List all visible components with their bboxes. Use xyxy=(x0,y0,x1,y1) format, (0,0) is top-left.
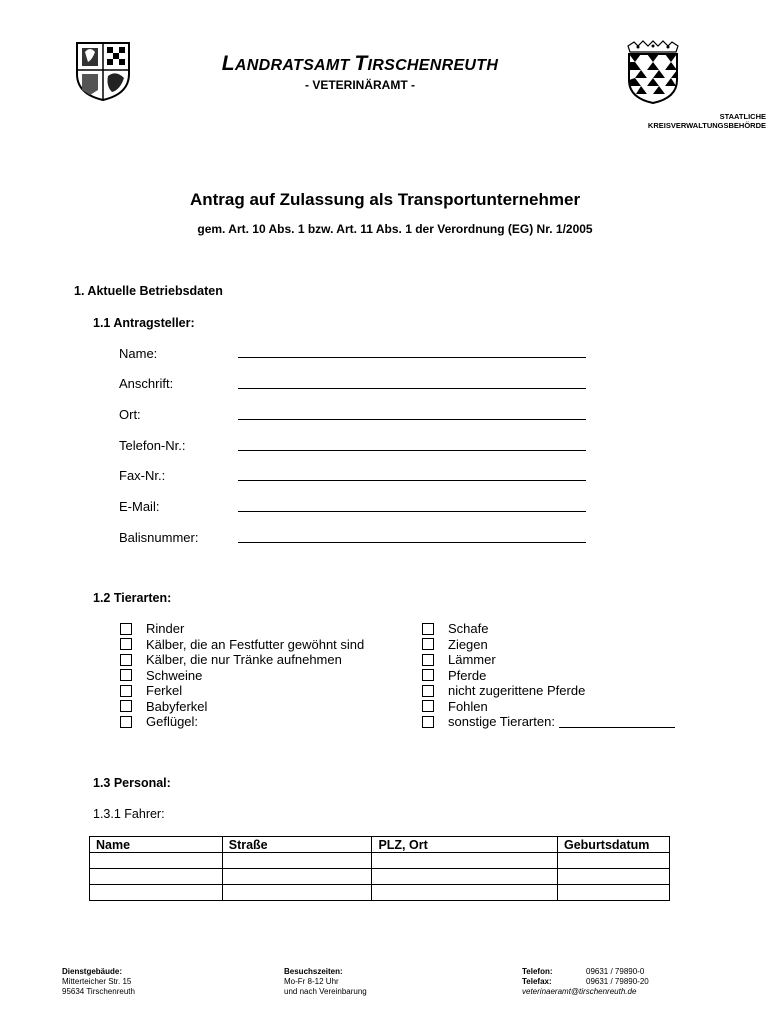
phone-label: Telefon-Nr.: xyxy=(119,438,186,453)
animal-species-heading: 1.2 Tierarten: xyxy=(93,591,172,605)
table-row xyxy=(90,869,670,885)
checkbox[interactable] xyxy=(422,685,434,697)
animal-option[interactable]: Schweine xyxy=(120,668,364,684)
checkbox[interactable] xyxy=(120,654,132,666)
table-row xyxy=(90,853,670,869)
district-coat-of-arms xyxy=(74,40,132,102)
footer-contact: Telefon: 09631 / 79890-0 Telefax: 09631 / 79890-20 veterinaeramt@tirschenreuth.de xyxy=(522,967,649,996)
fax-field[interactable] xyxy=(238,480,586,481)
table-header-row xyxy=(90,837,670,853)
table-cell[interactable] xyxy=(372,853,558,869)
animal-option[interactable]: Geflügel: xyxy=(120,714,364,730)
table-cell[interactable] xyxy=(558,885,670,901)
applicant-heading: 1.1 Antragsteller: xyxy=(93,316,195,330)
table-cell[interactable] xyxy=(372,885,558,901)
checkbox[interactable] xyxy=(422,654,434,666)
name-field[interactable] xyxy=(238,357,586,358)
animal-option[interactable]: Lämmer xyxy=(422,652,675,668)
animal-option[interactable]: nicht zugerittene Pferde xyxy=(422,683,675,699)
checkbox[interactable] xyxy=(120,669,132,681)
table-cell[interactable] xyxy=(90,869,223,885)
authority-label: STAATLICHE KREISVERWALTUNGSBEHÖRDE xyxy=(647,112,766,130)
animal-option[interactable]: Kälber, die nur Tränke aufnehmen xyxy=(120,652,364,668)
phone-field[interactable] xyxy=(238,450,586,451)
balis-number-label: Balisnummer: xyxy=(119,530,199,545)
name-label: Name: xyxy=(119,346,158,361)
column-header-postcode-city: PLZ, Ort xyxy=(372,837,558,853)
footer-hours: Besuchszeiten: Mo-Fr 8-12 Uhr und nach Vereinbarung xyxy=(284,967,367,996)
checkbox[interactable] xyxy=(120,700,132,712)
table-cell[interactable] xyxy=(558,869,670,885)
table-cell[interactable] xyxy=(222,869,372,885)
drivers-heading: 1.3.1 Fahrer: xyxy=(93,807,165,821)
checkbox[interactable] xyxy=(422,638,434,650)
checkbox[interactable] xyxy=(120,638,132,650)
table-cell[interactable] xyxy=(222,885,372,901)
balis-number-field[interactable] xyxy=(238,542,586,543)
section-1-heading: 1. Aktuelle Betriebsdaten xyxy=(74,284,223,298)
drivers-table xyxy=(89,836,670,901)
checkbox[interactable] xyxy=(120,685,132,697)
bavarian-coat-of-arms xyxy=(624,40,682,104)
email-field[interactable] xyxy=(238,511,586,512)
city-field[interactable] xyxy=(238,419,586,420)
address-label: Anschrift: xyxy=(119,376,174,391)
animal-list-left xyxy=(120,621,364,730)
animal-option[interactable]: Schafe xyxy=(422,621,675,637)
table-cell[interactable] xyxy=(90,885,223,901)
checkbox[interactable] xyxy=(422,716,434,728)
checkbox[interactable] xyxy=(120,623,132,635)
animal-option[interactable]: Babyferkel xyxy=(120,699,364,715)
other-species-field[interactable] xyxy=(559,716,675,728)
table-cell[interactable] xyxy=(558,853,670,869)
email-label: E-Mail: xyxy=(119,499,160,514)
animal-list-right xyxy=(422,621,675,730)
footer-building: Dienstgebäude: Mitterteicher Str. 15 95634 Tirschenreuth xyxy=(62,967,135,996)
animal-option[interactable]: Kälber, die an Festfutter gewöhnt sind xyxy=(120,637,364,653)
personnel-heading: 1.3 Personal: xyxy=(93,776,171,790)
checkbox[interactable] xyxy=(422,623,434,635)
fax-label: Fax-Nr.: xyxy=(119,468,166,483)
office-title: LANDRATSAMT TIRSCHENREUTH xyxy=(221,52,499,75)
address-field[interactable] xyxy=(238,388,586,389)
table-cell[interactable] xyxy=(222,853,372,869)
checkbox[interactable] xyxy=(120,716,132,728)
table-cell[interactable] xyxy=(90,853,223,869)
column-header-birthdate: Geburtsdatum xyxy=(558,837,670,853)
animal-option[interactable]: Rinder xyxy=(120,621,364,637)
animal-option[interactable]: sonstige Tierarten: xyxy=(422,714,675,730)
column-header-name: Name xyxy=(90,837,223,853)
animal-option[interactable]: Fohlen xyxy=(422,699,675,715)
column-header-street: Straße xyxy=(222,837,372,853)
city-label: Ort: xyxy=(119,407,141,422)
table-row xyxy=(90,885,670,901)
animal-option[interactable]: Ziegen xyxy=(422,637,675,653)
animal-option[interactable]: Pferde xyxy=(422,668,675,684)
email-address: veterinaeramt@tirschenreuth.de xyxy=(522,987,637,996)
document-subtitle: gem. Art. 10 Abs. 1 bzw. Art. 11 Abs. 1 der Verordnung (EG) Nr. 1/2005 xyxy=(197,222,593,236)
animal-option[interactable]: Ferkel xyxy=(120,683,364,699)
document-title: Antrag auf Zulassung als Transportunternehmer xyxy=(189,190,581,209)
table-cell[interactable] xyxy=(372,869,558,885)
checkbox[interactable] xyxy=(422,669,434,681)
department-name: - VETERINÄRAMT - xyxy=(305,78,415,92)
checkbox[interactable] xyxy=(422,700,434,712)
